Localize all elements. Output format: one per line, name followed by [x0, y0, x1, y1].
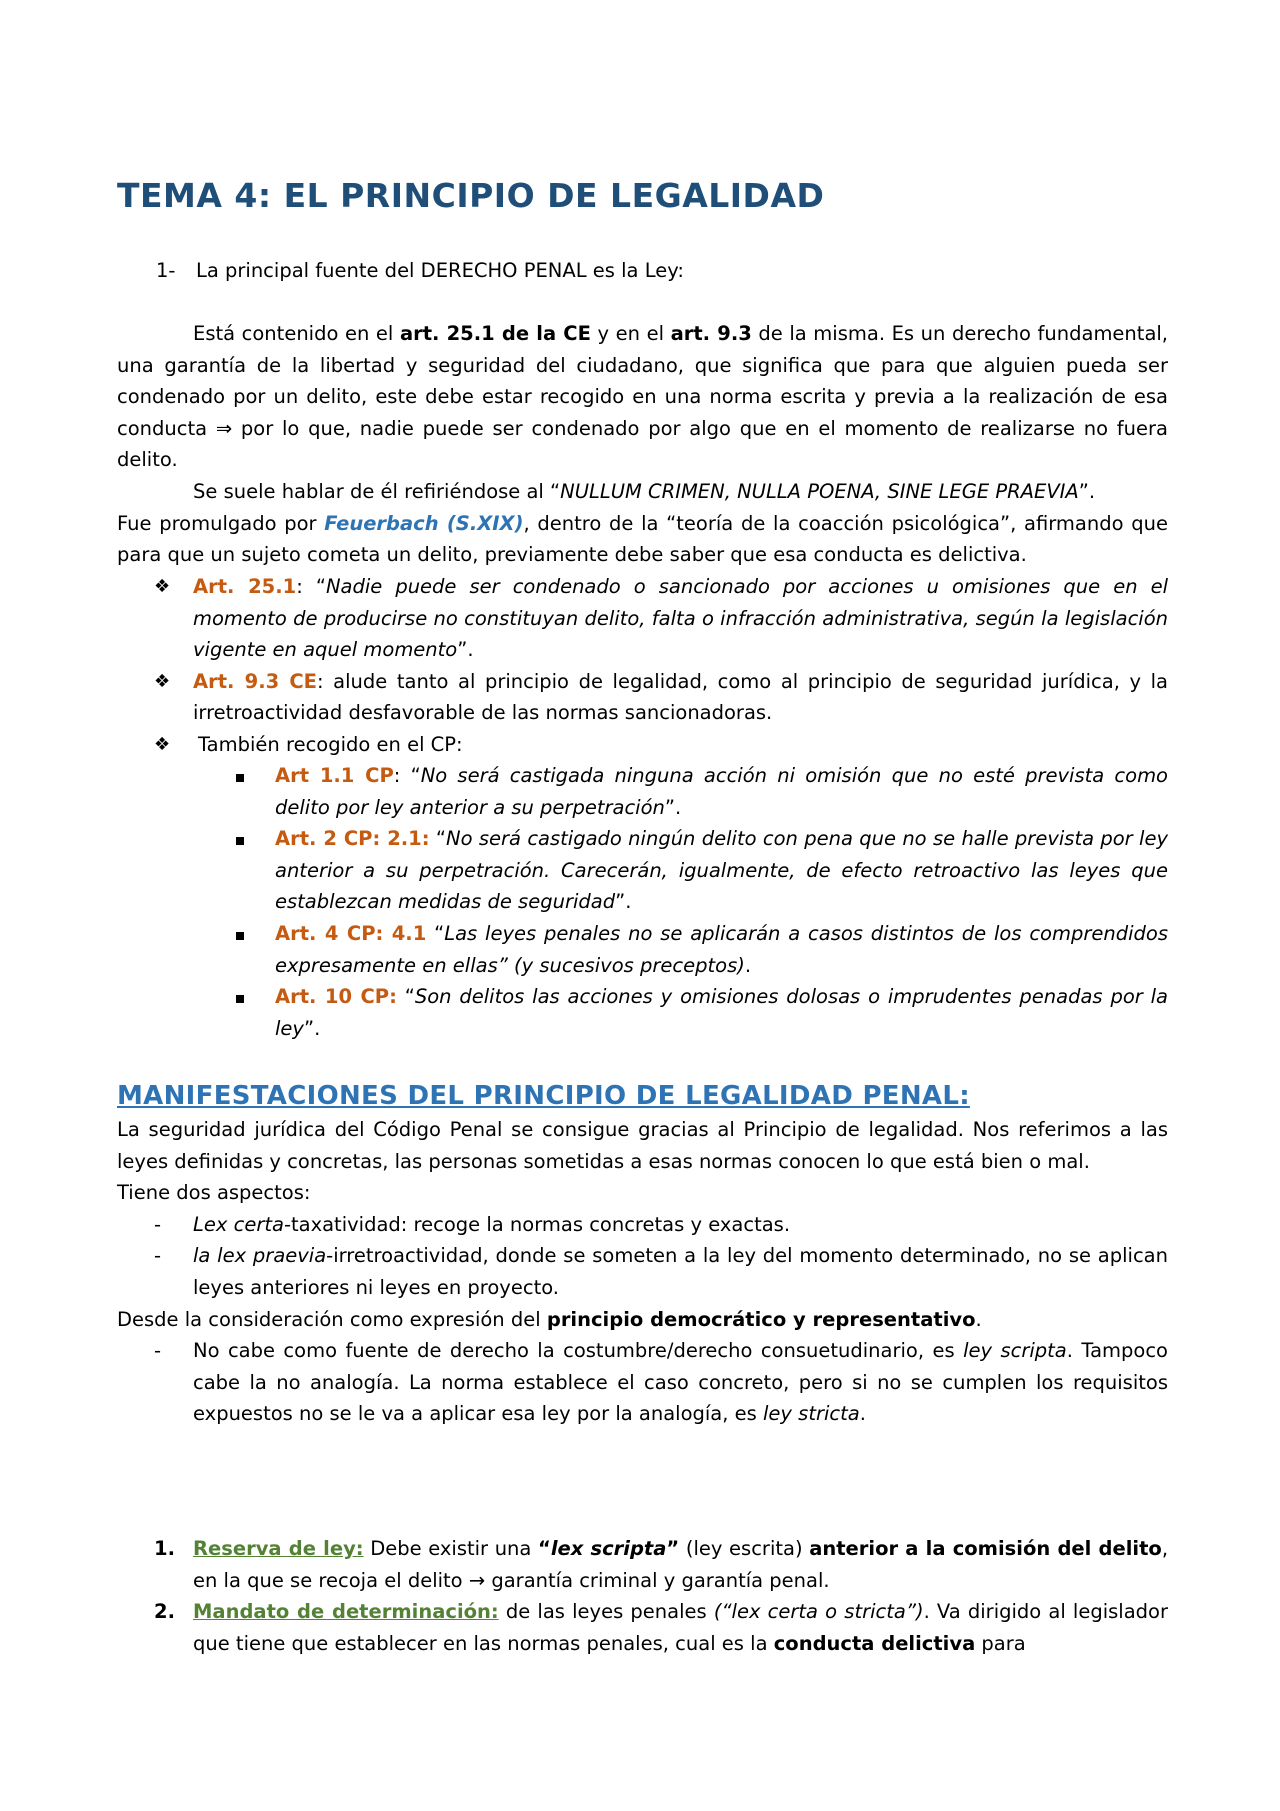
- page-title: TEMA 4: EL PRINCIPIO DE LEGALIDAD: [117, 176, 825, 215]
- paragraph-democratico: Desde la consideración como expresión del principio democrático y representativo.: [117, 1307, 982, 1331]
- square-bullet-icon: [236, 932, 244, 940]
- list-item: - No cabe como fuente de derecho la costumbre/derecho consuetudinario, es ley scripta. Tampoco cabe la no analogía. La norma establece el caso concreto, pero si no se cumplen los requisitos expuestos no se le va a aplicar esa ley por la analogía, es ley stricta.: [154, 1335, 1168, 1430]
- square-bullet-icon: [236, 837, 244, 845]
- item-number: 2.: [154, 1600, 175, 1624]
- list-item: ❖ Art. 25.1: “Nadie puede ser condenado o sancionado por acciones u omisiones que en el momento de producirse no constituyan delito, falta o infracción administrativa, según la legislación vigente en aquel momento”.: [154, 571, 1168, 666]
- list-item: 2. Mandato de determinación: de las leyes penales (“lex certa o stricta”). Va dirigido al legislador que tiene que establecer en las normas penales, cual es la conducta delictiva para: [154, 1596, 1168, 1659]
- section-heading: MANIFESTACIONES DEL PRINCIPIO DE LEGALIDAD PENAL:: [117, 1081, 970, 1111]
- list-item: ❖ Art. 9.3 CE: alude tanto al principio de legalidad, como al principio de seguridad jurídica, y la irretroactividad desfavorable de las normas sancionadoras.: [154, 666, 1168, 729]
- paragraph-seguridad: La seguridad jurídica del Código Penal se consigue gracias al Principio de legalidad. Nos referimos a las leyes definidas y concretas, las personas sometidas a esas normas conocen lo que está bien o mal.: [117, 1118, 1168, 1173]
- list-item: - Lex certa-taxatividad: recoge la normas concretas y exactas.: [154, 1209, 1168, 1241]
- section-manifestaciones: [117, 1114, 1168, 1430]
- list-item: Art. 2 CP: 2.1: “No será castigado ningún delito con pena que no se halle prevista por ley anterior a su perpetración. Carecerán, igualmente, de efecto retroactivo las leyes que establezcan medidas de seguridad”.: [236, 823, 1168, 918]
- square-bullet-icon: [236, 995, 244, 1003]
- square-bullet-icon: [236, 774, 244, 782]
- item-text: La principal fuente del DERECHO PENAL es la Ley:: [196, 259, 684, 282]
- dash-bullet: -: [154, 1339, 162, 1363]
- diamond-bullet-icon: ❖: [154, 733, 171, 755]
- item-number: 1-: [156, 259, 176, 282]
- intro-item: [117, 255, 1168, 287]
- paragraph-nullum-crimen: Se suele hablar de él refiriéndose al “NULLUM CRIMEN, NULLA POENA, SINE LEGE PRAEVIA”. Fue promulgado por Feuerbach (S.XIX), dentro de la “teoría de la coacción psicológica”, afirmando que para que un sujeto cometa un delito, previamente debe saber que esa conducta es delictiva.: [117, 480, 1168, 567]
- cp-article-list: [117, 760, 1168, 1044]
- reserva-de-ley-title: Reserva de ley:: [193, 1537, 364, 1560]
- diamond-bullet-icon: ❖: [154, 670, 171, 692]
- list-item: Art. 10 CP: “Son delitos las acciones y omisiones dolosas o imprudentes penadas por la ley”.: [236, 981, 1168, 1044]
- diamond-bullet-icon: ❖: [154, 576, 171, 597]
- list-item: 1. Reserva de ley: Debe existir una “lex scripta” (ley escrita) anterior a la comisión del delito, en la que se recoja el delito → garantía criminal y garantía penal.: [154, 1533, 1168, 1596]
- list-item: Art. 4 CP: 4.1 “Las leyes penales no se aplicarán a casos distintos de los comprendidos expresamente en ellas” (y sucesivos preceptos).: [236, 918, 1168, 981]
- paragraph-definition: Está contenido en el art. 25.1 de la CE y en el art. 9.3 de la misma. Es un derecho fundamental, una garantía de la libertad y seguridad del ciudadano, que significa que para que alguien pueda ser condenado por un delito, este debe estar recogido en una norma escrita y previa a la realización de esa conducta ⇒ por lo que, nadie puede ser condenado por algo que en el momento de realizarse no fuera delito.: [117, 322, 1169, 472]
- numbered-list: [117, 1533, 1168, 1659]
- dash-bullet: -: [154, 1244, 162, 1268]
- list-item: Art 1.1 CP: “No será castigada ninguna acción ni omisión que no esté prevista como delito por ley anterior a su perpetración”.: [236, 760, 1168, 823]
- list-item: ❖ También recogido en el CP:: [154, 729, 1168, 761]
- list-item: - la lex praevia-irretroactividad, donde se someten a la ley del momento determinado, no se aplican leyes anteriores ni leyes en proyecto.: [154, 1240, 1168, 1303]
- dash-bullet: -: [154, 1212, 162, 1236]
- bullet-list: [117, 571, 1168, 761]
- paragraph-aspectos: Tiene dos aspectos:: [117, 1181, 311, 1205]
- mandato-determinacion-title: Mandato de determinación:: [193, 1600, 499, 1624]
- feuerbach-ref: Feuerbach (S.XIX): [324, 511, 524, 535]
- item-number: 1.: [154, 1537, 175, 1560]
